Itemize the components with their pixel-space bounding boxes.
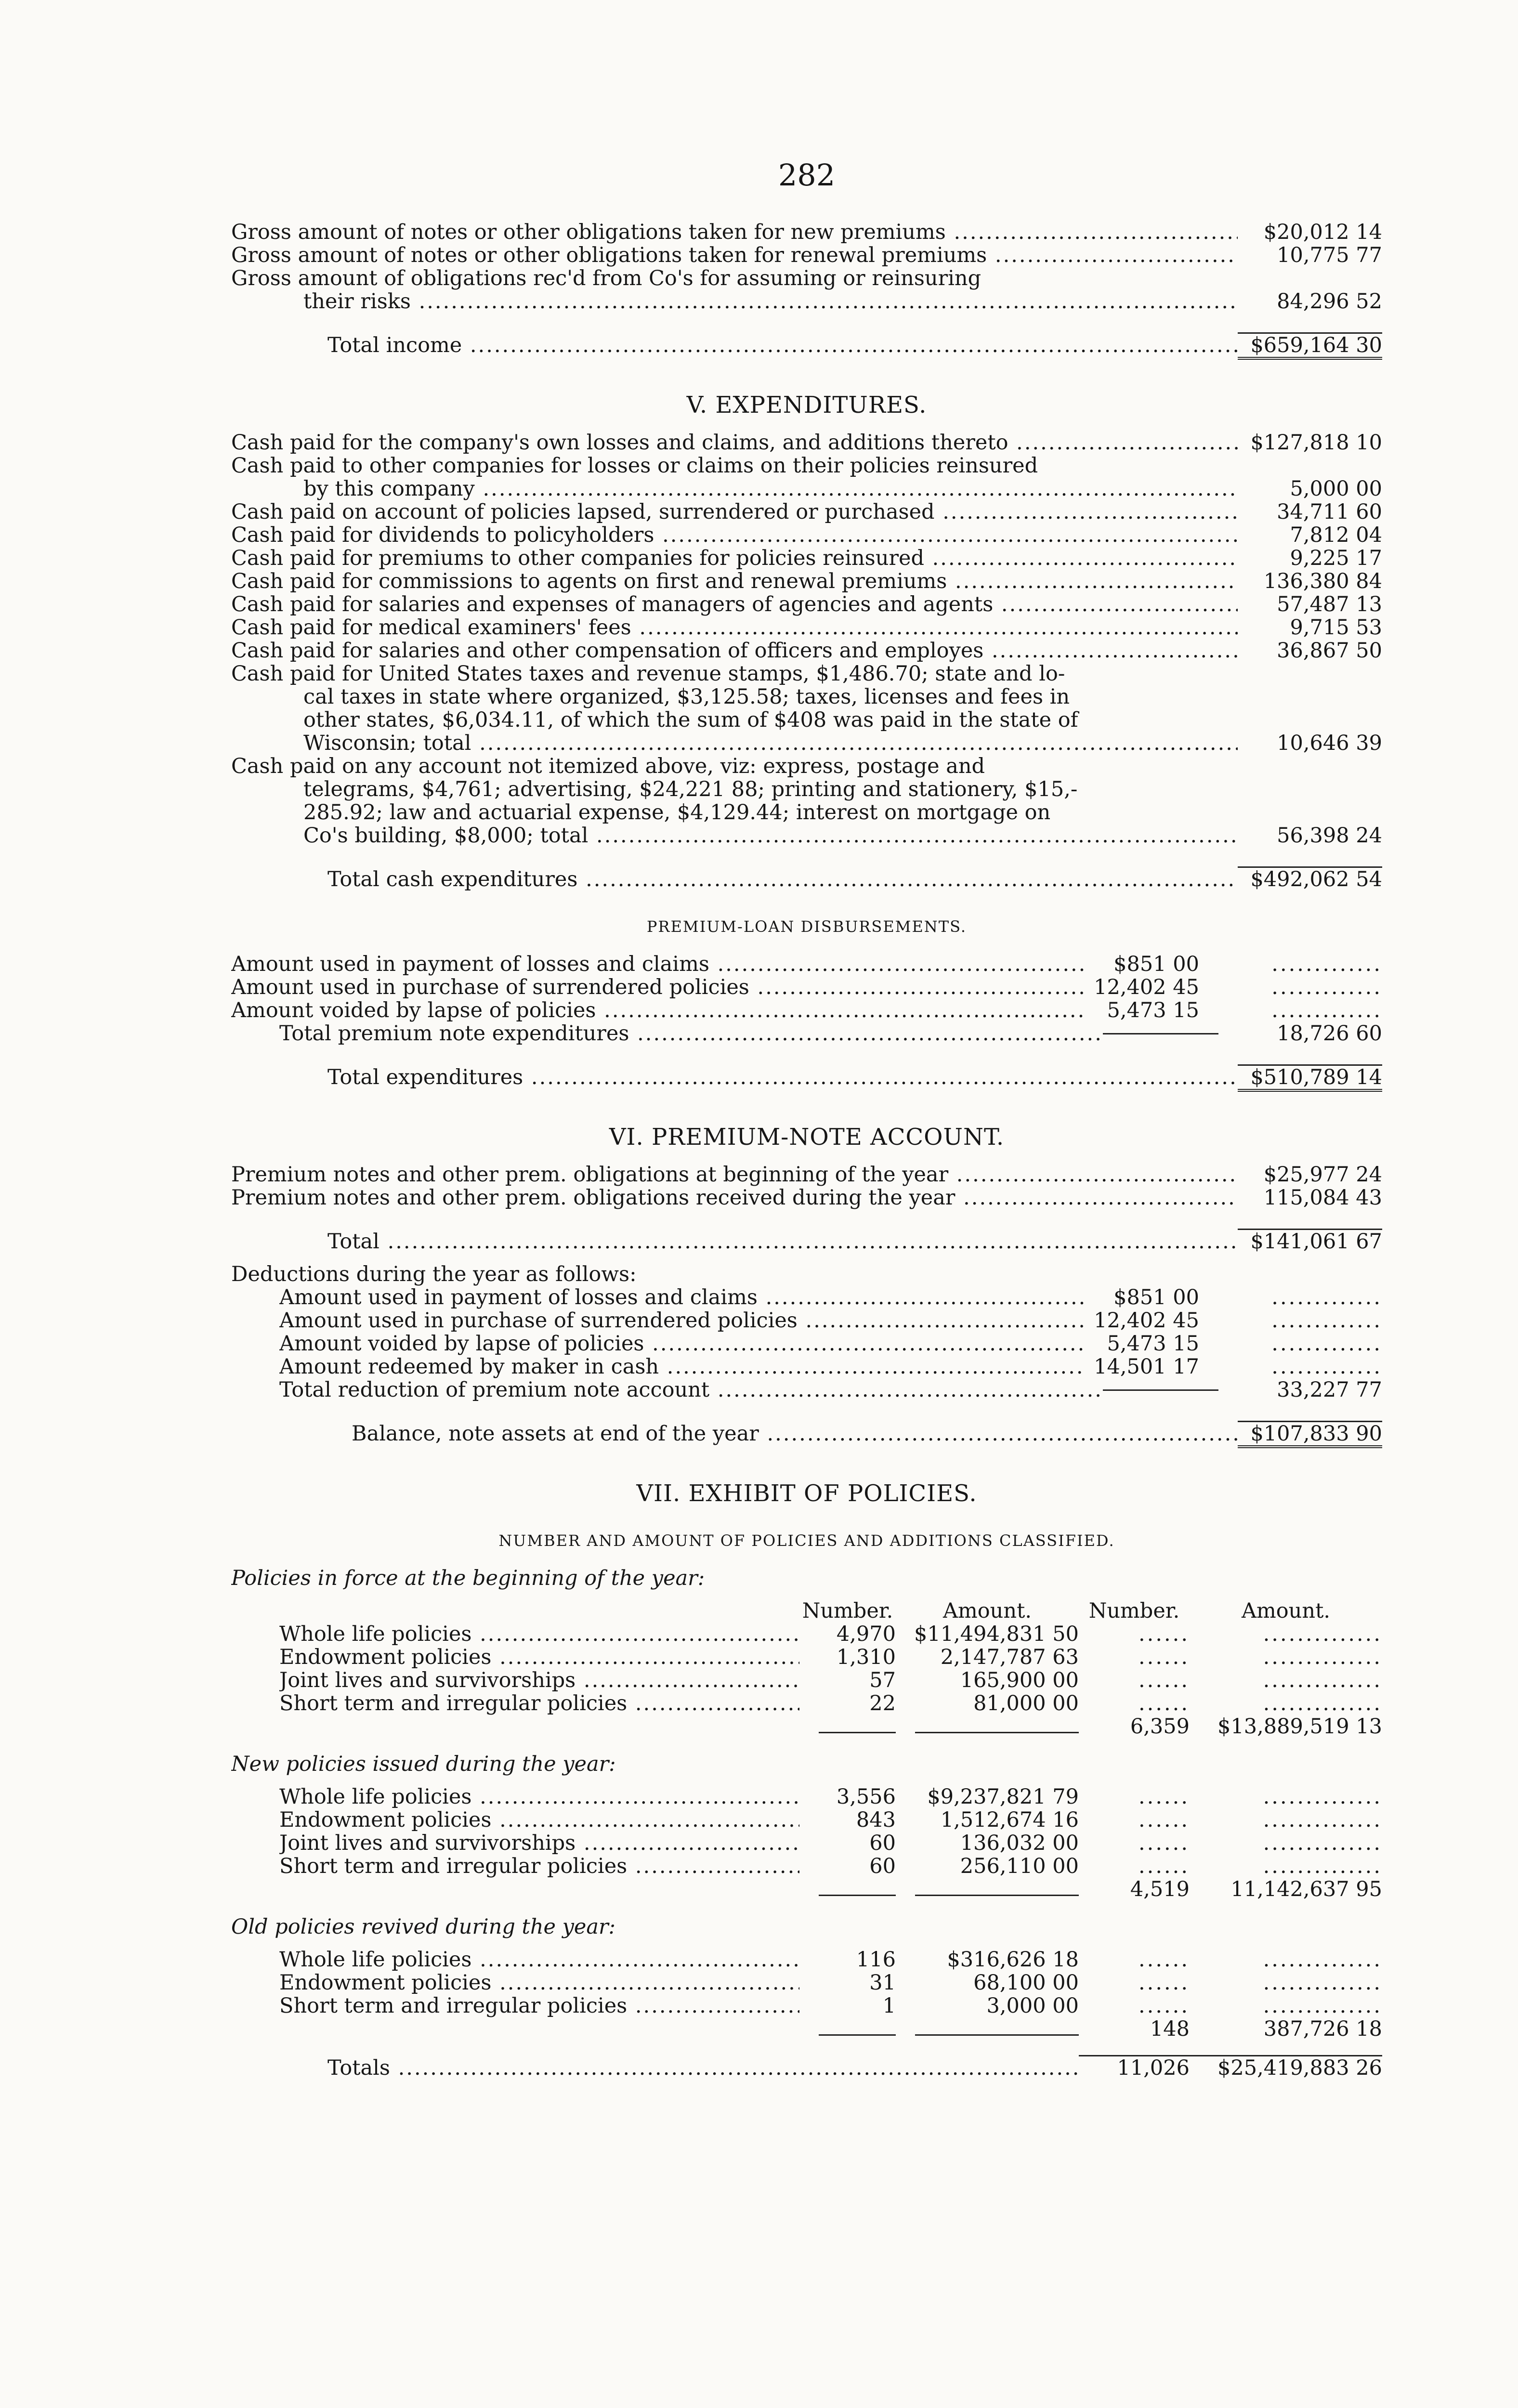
premium-note-heading: VI. PREMIUM-NOTE ACCOUNT. bbox=[609, 1124, 1005, 1151]
row-amount: $127,818 10 bbox=[1250, 431, 1382, 455]
row-label: Total ..... bbox=[327, 1230, 1238, 1253]
row-label: Amount voided by lapse of policies ..... bbox=[279, 1332, 1084, 1355]
total-income-amount: $659,164 30 bbox=[1238, 332, 1382, 360]
income-row bbox=[231, 267, 1382, 290]
row-label: Co's building, $8,000; total ..... bbox=[303, 824, 1238, 847]
premium-loan-heading: PREMIUM-LOAN DISBURSEMENTS. bbox=[646, 917, 967, 936]
row-label: Gross amount of obligations rec'd from Co's for assuming or reinsuring bbox=[231, 267, 981, 290]
column-headers bbox=[231, 1599, 1382, 1623]
premium-note-row bbox=[231, 1186, 1382, 1209]
row-label: Cash paid to other companies for losses or claims on their policies reinsured bbox=[231, 454, 1038, 477]
income-row bbox=[231, 221, 1382, 244]
table-row: Endowment policies ..... 31 68,100 00 ...... .............. bbox=[231, 1971, 1382, 1994]
row-amount: 9,715 53 bbox=[1290, 615, 1382, 640]
loan-row: Amount used in payment of losses and claims ..... $851 00 ............. bbox=[231, 953, 1382, 976]
row-amount: 10,775 77 bbox=[1277, 243, 1382, 267]
row-label: Amount used in payment of losses and claims ..... bbox=[279, 1286, 1084, 1309]
expenditures-section bbox=[231, 431, 1382, 1092]
income-row bbox=[231, 290, 1382, 313]
group-title: Old policies revived during the year: bbox=[231, 1915, 616, 1938]
row-label: Total premium note expenditures ..... bbox=[279, 1022, 1103, 1045]
col-header: Number. bbox=[1088, 1599, 1180, 1623]
expenditures-heading: V. EXPENDITURES. bbox=[686, 392, 927, 419]
taxes-row bbox=[231, 662, 1382, 685]
table-row: Whole life policies ..... 3,556 $9,237,821 79 ...... .............. bbox=[231, 1785, 1382, 1808]
loan-row: Amount used in purchase of surrendered policies ..... 12,402 45 ............. bbox=[231, 976, 1382, 999]
row-label: by this company ..... bbox=[303, 477, 1238, 500]
row-label: Gross amount of notes or other obligations taken for renewal premiums ..... bbox=[231, 244, 1238, 267]
row-mid-amount: 12,402 45 bbox=[1094, 1309, 1199, 1333]
policies-subheading: NUMBER AND AMOUNT OF POLICIES AND ADDITIONS CLASSIFIED. bbox=[498, 1531, 1115, 1550]
expenditure-row bbox=[231, 477, 1382, 500]
row-label: their risks ..... bbox=[303, 290, 1238, 313]
row-label: Amount used in purchase of surrendered policies ..... bbox=[279, 1309, 1084, 1332]
row-label: Amount used in purchase of surrendered policies ..... bbox=[231, 976, 1084, 999]
row-label: 285.92; law and actuarial expense, $4,129.44; interest on mortgage on bbox=[303, 801, 1051, 824]
row-mid-amount: $851 00 bbox=[1113, 1285, 1199, 1309]
table-row: Short term and irregular policies ..... 60 256,110 00 ...... .............. bbox=[231, 1855, 1382, 1878]
policies-table bbox=[231, 1567, 1382, 2080]
row-label: Amount voided by lapse of policies ..... bbox=[231, 999, 1084, 1022]
deduction-row: Amount used in purchase of surrendered policies ..... 12,402 45 ............. bbox=[231, 1309, 1382, 1332]
row-amount: $25,977 24 bbox=[1263, 1163, 1382, 1187]
row-amount: $141,061 67 bbox=[1238, 1229, 1382, 1253]
row-label: Cash paid for medical examiners' fees ..... bbox=[231, 616, 1238, 639]
expenditure-row bbox=[231, 500, 1382, 523]
table-row: Whole life policies ..... 4,970 $11,494,831 50 ...... .............. bbox=[231, 1623, 1382, 1646]
expenditure-row bbox=[231, 454, 1382, 477]
expenditure-row bbox=[231, 639, 1382, 662]
deductions-label-row bbox=[231, 1263, 1382, 1286]
row-label: Amount redeemed by maker in cash ..... bbox=[279, 1355, 1084, 1378]
totals-amount: $25,419,883 26 bbox=[1190, 2055, 1382, 2080]
deduction-row: Amount redeemed by maker in cash ..... 14,501 17 ............. bbox=[231, 1355, 1382, 1378]
expenditure-row bbox=[231, 616, 1382, 639]
col-header: Number. bbox=[802, 1599, 893, 1623]
row-label: Total cash expenditures ..... bbox=[327, 868, 1238, 891]
deductions-label: Deductions during the year as follows: bbox=[231, 1263, 637, 1286]
row-amount: 7,812 04 bbox=[1290, 523, 1382, 547]
row-mid-amount: 5,473 15 bbox=[1107, 1332, 1199, 1356]
reduction-total-row bbox=[231, 1378, 1382, 1401]
table-row: Short term and irregular policies ..... 1 3,000 00 ...... .............. bbox=[231, 1994, 1382, 2017]
row-amount: 84,296 52 bbox=[1277, 289, 1382, 314]
totals-label: Totals ..... bbox=[327, 2056, 1079, 2080]
row-amount: $492,062 54 bbox=[1238, 866, 1382, 891]
total-income-row bbox=[231, 332, 1382, 360]
document-page bbox=[231, 157, 1382, 2080]
premium-note-section bbox=[231, 1163, 1382, 1448]
expenditure-row bbox=[231, 523, 1382, 547]
row-amount: 5,000 00 bbox=[1290, 477, 1382, 501]
total-income-label: Total income ..... bbox=[327, 334, 1238, 357]
policies-heading: VII. EXHIBIT OF POLICIES. bbox=[636, 1480, 977, 1507]
row-amount: 34,711 60 bbox=[1277, 500, 1382, 524]
row-label: Amount used in payment of losses and claims ..... bbox=[231, 953, 1084, 976]
total-expenditures-row bbox=[231, 1064, 1382, 1092]
table-row: Joint lives and survivorships ..... 57 165,900 00 ...... .............. bbox=[231, 1669, 1382, 1692]
group-title: New policies issued during the year: bbox=[231, 1753, 616, 1776]
row-mid-amount: 12,402 45 bbox=[1094, 975, 1199, 999]
col-header: Amount. bbox=[1241, 1599, 1331, 1623]
row-mid-amount: 14,501 17 bbox=[1094, 1355, 1199, 1379]
row-label: Total reduction of premium note account ..... bbox=[279, 1378, 1103, 1401]
row-amount: 136,380 84 bbox=[1263, 569, 1382, 593]
row-label: Balance, note assets at end of the year ..... bbox=[352, 1422, 1238, 1445]
row-amount: 9,225 17 bbox=[1290, 546, 1382, 570]
row-amount: $510,789 14 bbox=[1238, 1064, 1382, 1092]
balance-row bbox=[231, 1421, 1382, 1448]
row-label: Gross amount of notes or other obligations taken for new premiums ..... bbox=[231, 221, 1238, 244]
table-row: Endowment policies ..... 843 1,512,674 16 ...... .............. bbox=[231, 1808, 1382, 1832]
premium-note-total-row bbox=[231, 1229, 1382, 1253]
row-amount: $20,012 14 bbox=[1263, 220, 1382, 244]
loan-total-row bbox=[231, 1022, 1382, 1045]
row-label: Premium notes and other prem. obligations at beginning of the year ..... bbox=[231, 1163, 1238, 1186]
expenditure-row bbox=[231, 431, 1382, 454]
row-label: cal taxes in state where organized, $3,125.58; taxes, licenses and fees in bbox=[303, 685, 1070, 708]
total-cash-expenditures-row bbox=[231, 866, 1382, 891]
row-label: Total expenditures ..... bbox=[327, 1066, 1238, 1089]
row-amount: $107,833 90 bbox=[1238, 1421, 1382, 1448]
row-amount: 57,487 13 bbox=[1277, 592, 1382, 616]
row-label: Cash paid on any account not itemized above, viz: express, postage and bbox=[231, 755, 985, 778]
other-expenses-row bbox=[231, 755, 1382, 778]
row-amount: 115,084 43 bbox=[1263, 1186, 1382, 1210]
group-subtotal-row: 6,359 $13,889,519 13 bbox=[231, 1715, 1382, 1738]
policies-totals-row bbox=[231, 2055, 1382, 2080]
expenditure-row bbox=[231, 570, 1382, 593]
row-label: other states, $6,034.11, of which the sum of $408 was paid in the state of bbox=[303, 708, 1078, 732]
row-amount: 10,646 39 bbox=[1277, 731, 1382, 755]
row-amount: 36,867 50 bbox=[1277, 639, 1382, 663]
row-mid-amount: 5,473 15 bbox=[1107, 998, 1199, 1022]
group-subtotal-row: 148 387,726 18 bbox=[231, 2017, 1382, 2041]
group-subtotal-row: 4,519 11,142,637 95 bbox=[231, 1878, 1382, 1901]
deduction-row: Amount voided by lapse of policies ..... 5,473 15 ............. bbox=[231, 1332, 1382, 1355]
row-label: Cash paid for premiums to other companies for policies reinsured ..... bbox=[231, 547, 1238, 570]
row-label: Cash paid on account of policies lapsed, surrendered or purchased ..... bbox=[231, 500, 1238, 523]
row-label: Premium notes and other prem. obligations received during the year ..... bbox=[231, 1186, 1238, 1209]
row-amount: 33,227 77 bbox=[1277, 1378, 1382, 1402]
row-label: Cash paid for the company's own losses and claims, and additions thereto ..... bbox=[231, 431, 1238, 454]
loan-row: Amount voided by lapse of policies ..... 5,473 15 ............. bbox=[231, 999, 1382, 1022]
row-mid-amount: $851 00 bbox=[1113, 952, 1199, 976]
table-row: Whole life policies ..... 116 $316,626 18 ...... .............. bbox=[231, 1948, 1382, 1971]
income-section bbox=[231, 221, 1382, 360]
premium-note-row bbox=[231, 1163, 1382, 1186]
group-title: Policies in force at the beginning of the year: bbox=[231, 1567, 705, 1590]
row-label: Wisconsin; total ..... bbox=[303, 732, 1238, 755]
col-header: Amount. bbox=[942, 1599, 1032, 1623]
table-row: Joint lives and survivorships ..... 60 136,032 00 ...... .............. bbox=[231, 1832, 1382, 1855]
table-row: Short term and irregular policies ..... 22 81,000 00 ...... .............. bbox=[231, 1692, 1382, 1715]
deduction-row: Amount used in payment of losses and claims ..... $851 00 ............. bbox=[231, 1286, 1382, 1309]
row-label: telegrams, $4,761; advertising, $24,221 88; printing and stationery, $15,- bbox=[303, 778, 1078, 801]
totals-number: 11,026 bbox=[1079, 2055, 1190, 2080]
row-amount: 56,398 24 bbox=[1277, 824, 1382, 848]
table-row: Endowment policies ..... 1,310 2,147,787 63 ...... .............. bbox=[231, 1646, 1382, 1669]
row-label: Cash paid for commissions to agents on first and renewal premiums ..... bbox=[231, 570, 1238, 593]
page-number: 282 bbox=[778, 157, 836, 193]
row-amount: 18,726 60 bbox=[1277, 1021, 1382, 1046]
row-label: Cash paid for dividends to policyholders ..... bbox=[231, 523, 1238, 547]
row-label: Cash paid for salaries and other compensation of officers and employes ..... bbox=[231, 639, 1238, 662]
row-label: Cash paid for salaries and expenses of managers of agencies and agents ..... bbox=[231, 593, 1238, 616]
expenditure-row bbox=[231, 593, 1382, 616]
row-label: Cash paid for United States taxes and revenue stamps, $1,486.70; state and lo- bbox=[231, 662, 1065, 685]
expenditure-row bbox=[231, 547, 1382, 570]
income-row bbox=[231, 244, 1382, 267]
